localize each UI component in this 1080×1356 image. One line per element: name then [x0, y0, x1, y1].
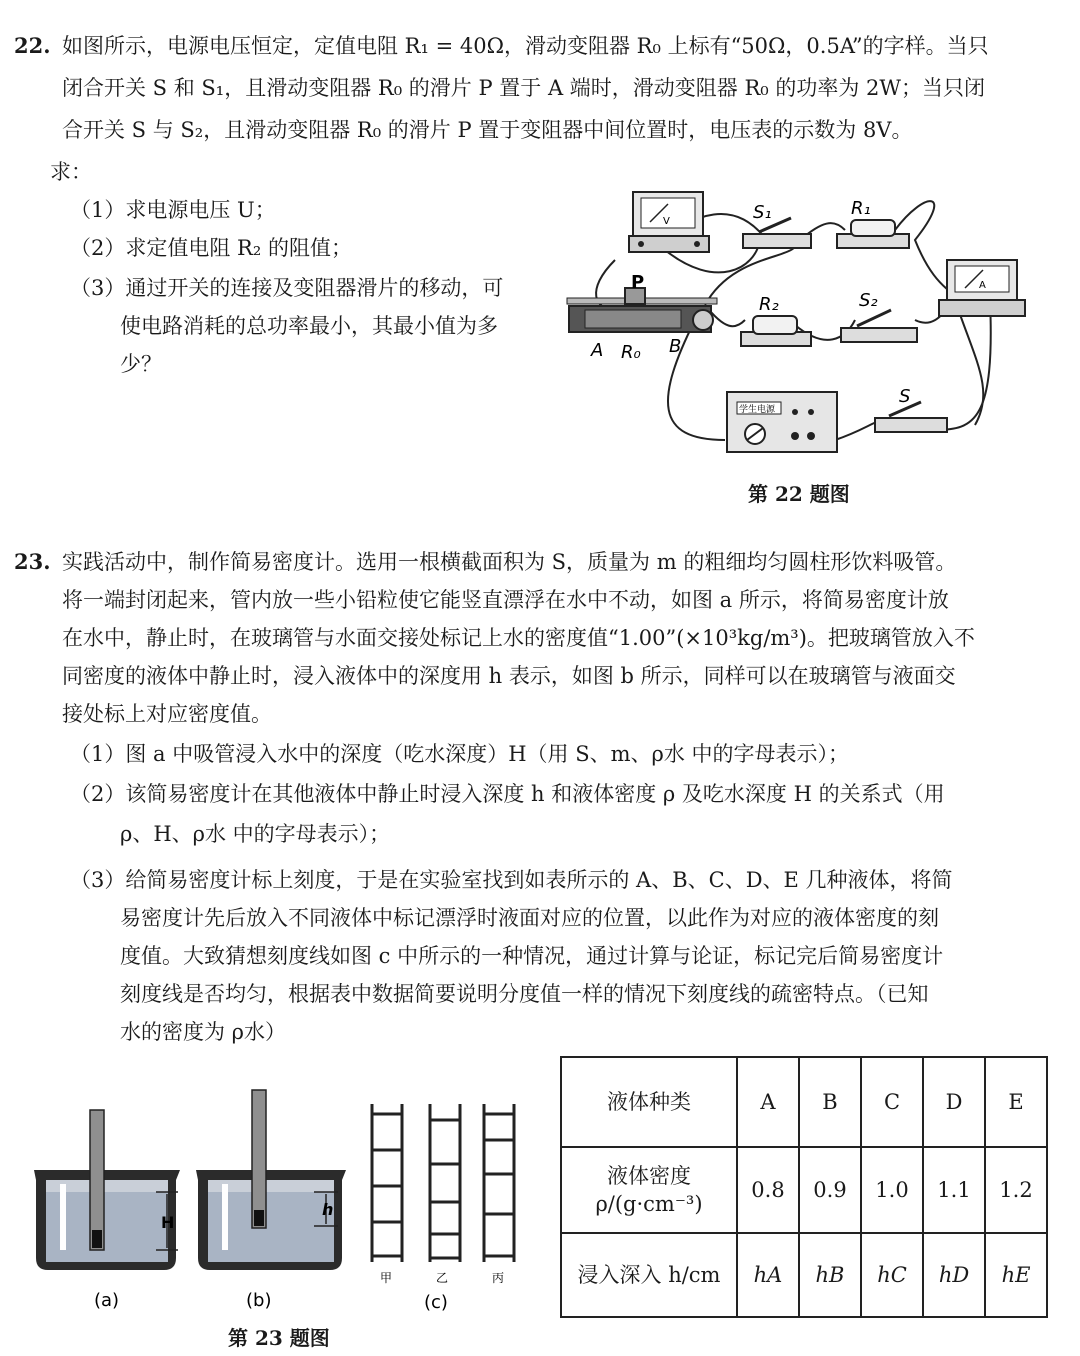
- depth-cell: hB: [799, 1233, 861, 1317]
- depth-cell: hA: [737, 1233, 799, 1317]
- ammeter: [939, 260, 1025, 316]
- question-23-item-3: （3）给简易密度计标上刻度，于是在实验室找到如表所示的 A、B、C、D、E 几种液体，将简: [70, 868, 953, 892]
- density-cell: 1.2: [985, 1147, 1047, 1233]
- question-22-item-2: （2）求定值电阻 R₂ 的阻值；: [70, 236, 352, 260]
- voltmeter: [629, 192, 709, 252]
- question-23-line-3: 在水中，静止时，在玻璃管与水面交接处标记上水的密度值“1.00”(×10³kg/m³)。把玻璃管放入不: [62, 626, 975, 650]
- density-table: [560, 1056, 1048, 1318]
- figure-a-label: (a): [94, 1290, 120, 1311]
- question-23-item-3-l5: 水的密度为 ρ水）: [120, 1020, 287, 1044]
- question-23-item-3-l3: 度值。大致猜想刻度线如图 c 中所示的一种情况，通过计算与论证，标记完后简易密度计: [120, 944, 944, 968]
- depth-cell: hE: [985, 1233, 1047, 1317]
- scale-options-figure: [362, 1094, 532, 1314]
- question-22-item-3-cont: 使电路消耗的总功率最小，其最小值为多: [120, 314, 498, 338]
- power-supply-label: 学生电源: [739, 405, 776, 415]
- question-23-item-1: （1）图 a 中吸管浸入水中的深度（吃水深度）H（用 S、m、ρ水 中的字母表示）；: [70, 742, 850, 766]
- r0-label: R₀: [621, 342, 641, 363]
- density-cell: 0.8: [737, 1147, 799, 1233]
- liquid-cell: A: [737, 1057, 799, 1147]
- switch-s: [875, 386, 947, 432]
- rheostat-r0: [567, 272, 717, 363]
- resistor-r2: [741, 294, 811, 346]
- table-row: [561, 1057, 1047, 1147]
- question-23-item-3-l2: 易密度计先后放入不同液体中标记漂浮时液面对应的位置，以此作为对应的液体密度的刻: [120, 906, 939, 930]
- ammeter-label: A: [979, 280, 986, 291]
- question-22-line-1: 如图所示，电源电压恒定，定值电阻 R₁ = 40Ω，滑动变阻器 R₀ 上标有“50Ω，0.5A”的字样。当只: [62, 34, 989, 58]
- liquid-cell: B: [799, 1057, 861, 1147]
- s-label: S: [899, 386, 911, 407]
- question-22-item-3-end: 少？: [120, 352, 162, 376]
- figure-c-label: (c): [424, 1292, 448, 1313]
- liquid-cell: E: [985, 1057, 1047, 1147]
- question-23-item-2: （2）该简易密度计在其他液体中静止时浸入深度 h 和液体密度 ρ 及吃水深度 H 的关系式（用: [70, 782, 945, 806]
- question-23-item-2-cont: ρ、H、ρ水 中的字母表示）；: [120, 822, 391, 846]
- header-density: 液体密度 ρ/(g·cm⁻³): [561, 1147, 737, 1233]
- end-a-label: A: [591, 340, 604, 361]
- question-22-number: 22.: [14, 33, 51, 58]
- depth-h-label: h: [322, 1200, 334, 1219]
- liquid-cell: D: [923, 1057, 985, 1147]
- header-depth: 浸入深入 h/cm: [561, 1233, 737, 1317]
- density-cell: 1.0: [861, 1147, 923, 1233]
- beaker-a: [34, 1110, 180, 1270]
- table-row: [561, 1147, 1047, 1233]
- option-bing-label: 丙: [492, 1271, 505, 1285]
- question-22-line-2: 闭合开关 S 和 S₁，且滑动变阻器 R₀ 的滑片 P 置于 A 端时，滑动变阻器 R₀ 的功率为 2W；当只闭: [62, 76, 985, 100]
- question-23-line-5: 接处标上对应密度值。: [62, 702, 272, 726]
- density-cell: 1.1: [923, 1147, 985, 1233]
- question-22-line-3: 合开关 S 与 S₂，且滑动变阻器 R₀ 的滑片 P 置于变阻器中间位置时，电压表的示数为 8V。: [62, 118, 913, 142]
- header-liquid-type: 液体种类: [561, 1057, 737, 1147]
- slider-p-label: P: [631, 272, 645, 293]
- question-22-ask: 求：: [50, 160, 92, 184]
- figure-b-label: (b): [246, 1290, 272, 1311]
- option-jia-label: 甲: [380, 1271, 393, 1285]
- switch-s2: [841, 290, 917, 342]
- end-b-label: B: [669, 336, 682, 357]
- density-cell: 0.9: [799, 1147, 861, 1233]
- question-23-number: 23.: [14, 549, 51, 574]
- question-23-line-1: 实践活动中，制作简易密度计。选用一根横截面积为 S，质量为 m 的粗细均匀圆柱形饮料吸管。: [62, 550, 957, 574]
- voltmeter-label: V: [663, 216, 670, 227]
- question-22-item-3: （3）通过开关的连接及变阻器滑片的移动，可: [70, 276, 504, 300]
- circuit-diagram: [555, 180, 1055, 470]
- question-23-line-2: 将一端封闭起来，管内放一些小铅粒使它能竖直漂浮在水中不动，如图 a 所示，将简易密度计放: [62, 588, 949, 612]
- option-yi-label: 乙: [436, 1271, 449, 1285]
- question-23-item-3-l4: 刻度线是否均匀，根据表中数据简要说明分度值一样的情况下刻度线的疏密特点。（已知: [120, 982, 929, 1006]
- r1-label: R₁: [851, 198, 871, 219]
- table-row: [561, 1233, 1047, 1317]
- figure-23-caption: 第 23 题图: [228, 1326, 330, 1350]
- depth-cell: hD: [923, 1233, 985, 1317]
- depth-cell: hC: [861, 1233, 923, 1317]
- beaker-b: [196, 1090, 346, 1270]
- question-23-line-4: 同密度的液体中静止时，浸入液体中的深度用 h 表示，如图 b 所示，同样可以在玻璃管与液面交: [62, 664, 956, 688]
- liquid-cell: C: [861, 1057, 923, 1147]
- resistor-r1: [837, 198, 909, 248]
- r2-label: R₂: [759, 294, 779, 315]
- beaker-figures: [28, 1080, 358, 1320]
- s1-label: S₁: [753, 202, 772, 223]
- question-22-item-1: （1）求电源电压 U；: [70, 198, 276, 222]
- figure-22-caption: 第 22 题图: [748, 482, 850, 506]
- depth-H-label: H: [161, 1213, 175, 1232]
- s2-label: S₂: [859, 290, 878, 311]
- power-supply: [727, 392, 837, 452]
